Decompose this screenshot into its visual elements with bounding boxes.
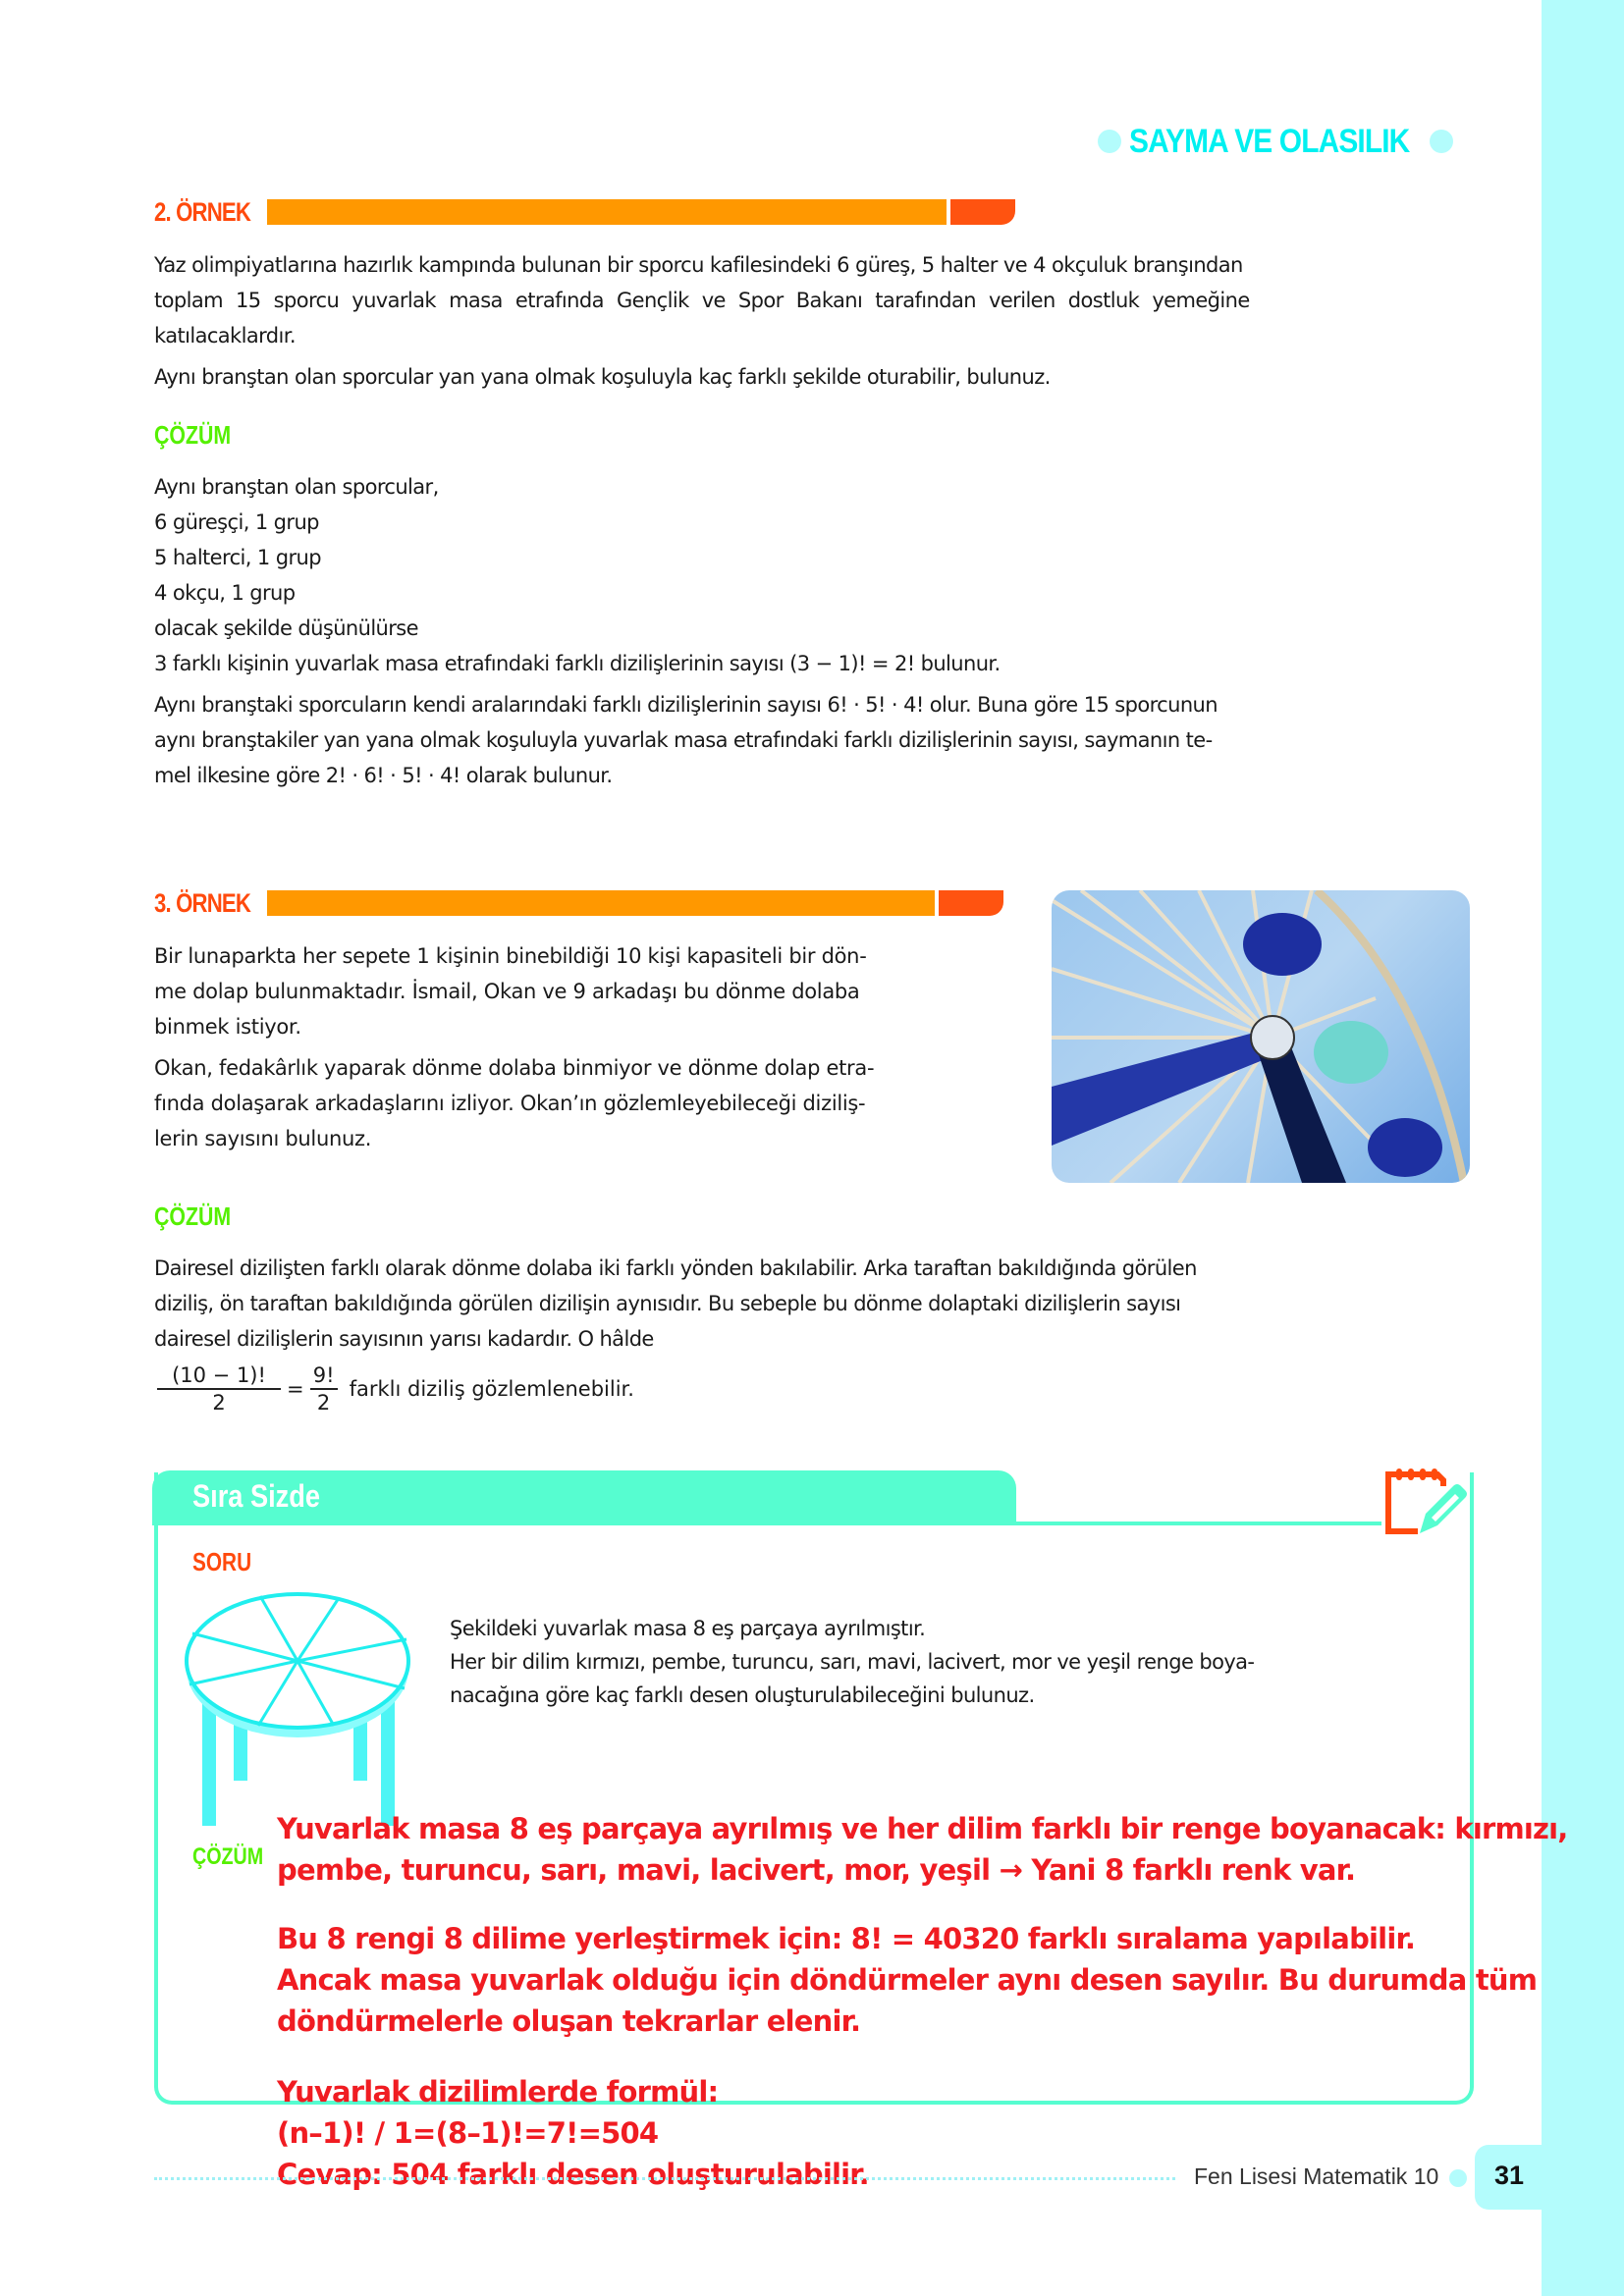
example-2-heading [154, 196, 1015, 228]
heading-bar-cap [939, 890, 1003, 916]
example-2-question: Yaz olimpiyatlarına hazırlık kampında bulunan bir sporcu kafilesindeki 6 güreş, 5 halter ve 4 okçuluk branşından toplam 15 sporcu yuvarlak masa etrafında Gençlik ve Spor Bakanı tarafından verilen dostluk yemeğine katılacaklardır. Aynı branştan olan sporcular yan yana olmak koşuluyla kaç farklı şekilde oturabilir, bulunuz. [154, 253, 1250, 389]
sira-sizde-rule [1016, 1522, 1381, 1525]
fraction-1: $\frac{(10 - 1)!}{2}$ [157, 1362, 281, 1415]
page-number: 31 [1494, 2161, 1525, 2190]
example-3-solution: Dairesel dizilişten farklı olarak dönme dolaba iki farklı yönden bakılabilir. Arka taraftan bakıldığında görülen diziliş, ön taraftan bakıldığında görülen dizilişin aynısıdır. Bu sebeple bu dönme dolaptaki dizilişlerin sayısı dairesel dizilişlerin sayısının yarısı kadardır. O hâlde [154, 1256, 1197, 1351]
example-3-question: Bir lunaparkta her sepete 1 kişinin binebildiği 10 kişi kapasiteli bir dön- me dolap bulunmaktadır. İsmail, Okan ve 9 arkadaşı bu dönme dolaba binmek istiyor. Okan, fedakârlık yaparak dönme dolaba binmiyor ve dönme dolap etra- fında dolaşarak arkadaşlarını izliyor. Okan’ın gözlemleyebileceği diziliş- lerin sayısını bulunuz. [154, 944, 875, 1150]
sira-sizde-question: Şekildeki yuvarlak masa 8 eş parçaya ayrılmıştır. Her bir dilim kırmızı, pembe, turuncu, sarı, mavi, lacivert, mor ve yeşil renge boya- nacağına göre kaç farklı desen oluşturulabileceğini bulunuz. [450, 1617, 1255, 1707]
example-2-solution: Aynı branştan olan sporcular, 6 güreşçi, 1 grup 5 halterci, 1 grup 4 okçu, 1 grup olacak şekilde düşünülürse 3 farklı kişinin yuvarlak masa etrafındaki farklı dizilişlerinin sayısı (3 − 1)! = 2! bulunur. Aynı branştaki sporcuların kendi aralarındaki farklı dizilişlerinin sayısı 6! · 5! · 4! olur. Buna göre 15 sporcunun aynı branştakiler yan yana olmak koşuluyla yuvarlak masa etrafındaki farklı dizilişlerinin sayısı, saymanın te- mel ilkesine göre 2! · 6! · 5! · 4! olarak bulunur. [154, 475, 1218, 787]
footer-book-title: Fen Lisesi Matematik 10 [1194, 2163, 1439, 2189]
round-table-illustration [185, 1590, 420, 1831]
bullet-dot-icon [1430, 130, 1453, 153]
example-2-solution-label: ÇÖZÜM [154, 420, 232, 450]
handwritten-answer: Yuvarlak masa 8 eş parçaya ayrılmış ve her dilim farklı bir renge boyanacak: kırmızı, pembe, turuncu, sarı, mavi, lacivert, mor, yeşil → Yani 8 farklı renk var. Bu 8 rengi 8 dilime yerleştirmek için: 8! = 40320 farklı sıralama yapılabilir. Ancak masa yuvarlak olduğu için döndürmeler aynı desen sayılır. Bu durumda tüm döndürmelerle oluşan tekrarlar elenir. Yuvarlak dizilimlerde formül: (n–1)! / 1=(8–1)!=7!=504 Cevap: 504 farklı desen oluşturulabilir. [277, 1812, 1568, 2191]
heading-bar-cap [950, 199, 1015, 225]
example-3-heading [154, 887, 1003, 919]
footer-dot-icon [1449, 2169, 1467, 2187]
sira-sizde-solution-label: ÇÖZÜM [192, 1843, 264, 1870]
example-3-label: 3. ÖRNEK [154, 887, 251, 918]
heading-bar [267, 199, 947, 225]
example-3-solution-label: ÇÖZÜM [154, 1201, 232, 1231]
fraction-2: $\frac{9!}{2}$ [310, 1362, 338, 1415]
soru-label: SORU [192, 1547, 252, 1576]
example-3-formula: $\frac{(10 - 1)!}{2}$ = $\frac{9!}{2}$ farklı diziliş gözlemlenebilir. [157, 1362, 634, 1415]
chapter-title: SAYMA VE OLASILIK [1129, 122, 1410, 160]
chapter-header [1098, 122, 1453, 161]
ferris-wheel-photo [1052, 890, 1470, 1183]
sira-sizde-title: Sıra Sizde [192, 1478, 321, 1514]
notepad-pencil-icon [1382, 1468, 1471, 1552]
heading-bar [267, 890, 935, 916]
bullet-dot-icon [1098, 130, 1121, 153]
footer-dotted-rule [154, 2177, 1175, 2180]
example-2-label: 2. ÖRNEK [154, 196, 251, 227]
